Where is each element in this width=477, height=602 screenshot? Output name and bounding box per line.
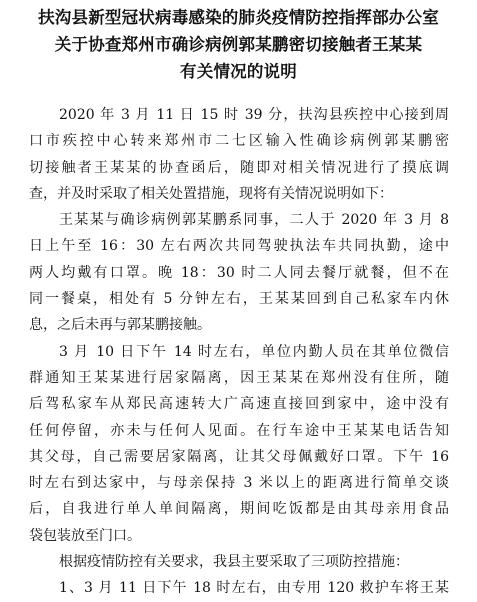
body-line: 根据疫情防控有关要求，我县主要采取了三项防控措施： (59, 554, 409, 571)
body-line: 切接触者王某某的协查函后，随即对相关情况进行了摸底调 (29, 159, 449, 176)
body-line: 1、3 月 11 日下午 18 时左右，由专用 120 救护车将王某 (59, 580, 449, 597)
document-body (29, 102, 449, 602)
title-line-1: 扶沟县新型冠状病毒感染的肺炎疫情防控指挥部办公室 (38, 8, 439, 27)
body-line: 王某某与确诊病例郭某鹏系同事，二人于 2020 年 3 月 8 (59, 212, 449, 229)
body-line: 口市疾控中心转来郑州市二七区输入性确诊病例郭某鹏密 (29, 133, 449, 150)
body-line: 日上午至 16：30 左右两次共同驾驶执法车共同执勤，途中 (29, 238, 449, 255)
body-line: 后，自我进行单人单间隔离，期间吃饭都是由其母亲用食品 (29, 501, 449, 518)
body-line: 任何停留，亦未与任何人见面。在行车途中王某某电话告知 (29, 422, 449, 439)
body-line: 群通知王某某进行居家隔离，因王某某在郑州没有住所，随 (29, 369, 449, 386)
body-line: 同一餐桌，相处有 5 分钟左右，王某某回到自己私家车内休 (29, 291, 449, 308)
body-line: 查，并及时采取了相关处置措施，现将有关情况说明如下： (29, 185, 393, 202)
title-line-2: 关于协查郑州市确诊病例郭某鹏密切接触者王某某 (54, 35, 423, 54)
body-line: 其父母，自己需要居家隔离，让其父母佩戴好口罩。下午 16 (29, 448, 449, 465)
document-title (0, 4, 477, 85)
body-line: 袋包装放至门口。 (29, 527, 141, 544)
body-line: 时左右到达家中，与母亲保持 3 米以上的距离进行简单交谈 (29, 475, 449, 492)
body-line: 后驾私家车从郑民高速转大广高速直接回到家中，途中没有 (29, 396, 449, 413)
body-line: 3 月 10 日下午 14 时左右，单位内勤人员在其单位微信 (59, 343, 449, 360)
body-line: 两人均戴有口罩。晚 18：30 时二人同去餐厅就餐，但不在 (29, 264, 449, 281)
title-line-3: 有关情况的说明 (180, 62, 297, 81)
body-line: 2020 年 3 月 11 日 15 时 39 分，扶沟县疾控中心接到周 (59, 107, 449, 123)
body-line: 息，之后未再与郭某鹏接触。 (29, 317, 211, 334)
